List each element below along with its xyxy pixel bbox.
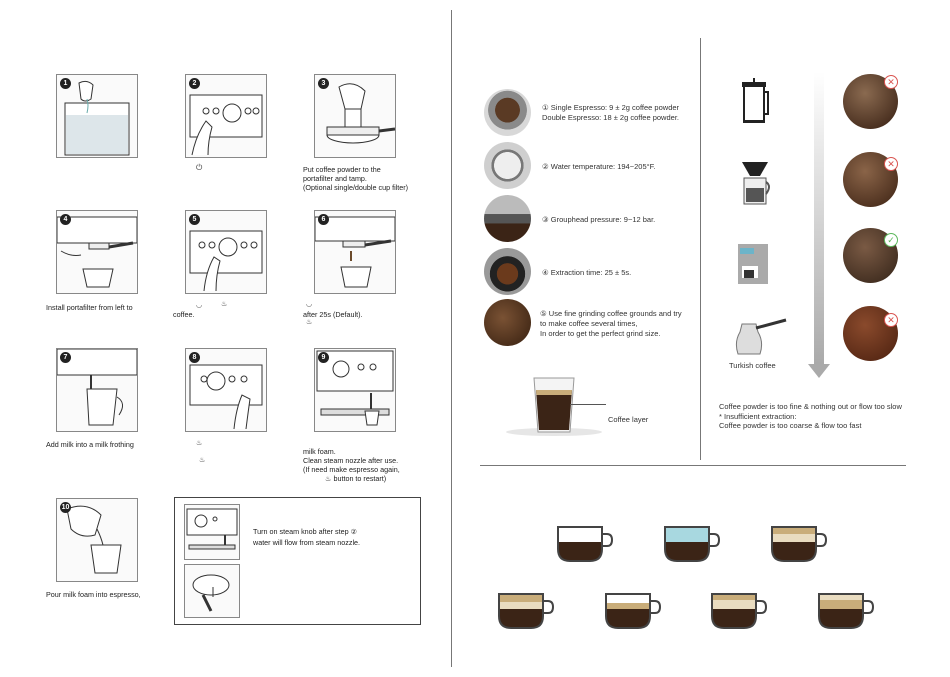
step-5-image xyxy=(185,210,267,294)
step-number: 9 xyxy=(318,352,329,363)
step-number: 1 xyxy=(60,78,71,89)
steam-info-box xyxy=(174,497,421,625)
spec-line: to make coffee several times, xyxy=(540,319,638,328)
grouphead-photo xyxy=(484,195,531,242)
step-8-image xyxy=(185,348,267,432)
steam-icon: ♨ xyxy=(325,474,334,483)
caption-line: Clean steam nozzle after use. xyxy=(303,456,399,465)
caption-line: button to restart) xyxy=(333,474,387,483)
steam-machine-image xyxy=(184,504,240,560)
cross-icon: ✕ xyxy=(884,313,898,327)
coffee-layer-pointer xyxy=(570,404,606,405)
spec-line: ⑤ Use fine grinding coffee grounds and try xyxy=(540,309,682,318)
note-line: * Insufficient extraction: xyxy=(719,411,797,421)
steam-info-line: water will flow from steam nozzle. xyxy=(253,538,361,547)
spec-line: In order to get the perfect grind size. xyxy=(540,329,661,338)
cup-mocha xyxy=(816,591,876,631)
steam-nozzle-image xyxy=(184,564,240,618)
caption-line: milk foam. xyxy=(303,447,336,456)
cup-section-divider xyxy=(480,465,906,466)
step-9-caption xyxy=(303,447,443,483)
step-number: 4 xyxy=(60,214,71,225)
page-divider xyxy=(451,10,452,667)
cup-button-icon: ◡ xyxy=(196,302,203,309)
step-6-caption: after 25s (Default). xyxy=(303,310,363,319)
step-9-image xyxy=(314,348,396,432)
power-icon: ⏻ xyxy=(196,163,203,172)
step-7-caption: Add milk into a milk frothing xyxy=(46,440,134,449)
steam-icon: ♨ xyxy=(199,457,206,464)
cup-icon: ◡ xyxy=(306,301,313,308)
steam-info-line: Turn on steam knob after step ② xyxy=(253,527,358,536)
double-cup-icon: ♨ xyxy=(306,319,313,326)
step-number: 3 xyxy=(318,78,329,89)
cup-flat-white xyxy=(709,591,769,631)
step-4-image xyxy=(56,210,138,294)
extraction-photo xyxy=(484,248,531,295)
french-press-icon xyxy=(740,78,770,126)
step-number: 6 xyxy=(318,214,329,225)
caption-line: (Optional single/double cup filter) xyxy=(303,183,409,192)
cross-icon: ✕ xyxy=(884,157,898,171)
cup-macchiato xyxy=(603,591,663,631)
step-5-caption: coffee. xyxy=(173,310,195,319)
steam-icon: ♨ xyxy=(196,440,203,447)
spec-line: ① Single Espresso: 9 ± 2g coffee powder xyxy=(542,103,680,112)
step-number: 7 xyxy=(60,352,71,363)
portafilter-photo xyxy=(484,89,531,136)
coffee-layer-label: Coffee layer xyxy=(608,415,649,424)
turkish-pot-icon xyxy=(732,318,788,356)
step-3-caption xyxy=(303,165,433,192)
step-number: 8 xyxy=(189,352,200,363)
pour-over-icon xyxy=(738,160,772,208)
turkish-coffee-label: Turkish coffee xyxy=(729,361,776,370)
step-2-image xyxy=(185,74,267,158)
espresso-glass-image xyxy=(484,372,604,438)
step-7-image xyxy=(56,348,138,432)
grind-fineness-arrow xyxy=(808,72,830,378)
thermometer-photo xyxy=(484,142,531,189)
caption-line: Put coffee powder to the xyxy=(303,165,381,174)
spec-temperature: ② Water temperature: 194~205°F. xyxy=(542,162,656,171)
double-cup-button-icon: ♨ xyxy=(221,301,228,308)
step-number: 10 xyxy=(61,504,70,511)
cross-icon: ✕ xyxy=(884,75,898,89)
step-10-image xyxy=(56,498,138,582)
note-line: Coffee powder is too coarse & flow too fast xyxy=(719,421,862,430)
step-3-image xyxy=(314,74,396,158)
caption-line: (If need make espresso again, xyxy=(303,465,400,474)
spec-dose xyxy=(542,103,679,123)
grind-notes xyxy=(719,402,902,431)
cup-cappuccino xyxy=(496,591,556,631)
caption-line: portafilter and tamp. xyxy=(303,174,367,183)
note-line: Coffee powder is too fine & nothing out or flow too slow xyxy=(719,402,902,411)
step-1-image xyxy=(56,74,138,158)
step-number: 2 xyxy=(189,78,200,89)
steam-info-text xyxy=(253,526,360,548)
grounds-photo xyxy=(484,299,531,346)
spec-line: Double Espresso: 18 ± 2g coffee powder. xyxy=(542,113,679,122)
check-icon: ✓ xyxy=(884,233,898,247)
step-10-caption: Pour milk foam into espresso, xyxy=(46,590,141,599)
step-4-caption: Install portafilter from left to xyxy=(46,303,133,312)
spec-pressure: ③ Grouphead pressure: 9~12 bar. xyxy=(542,215,656,224)
cup-americano xyxy=(662,524,722,564)
step-number: 5 xyxy=(189,214,200,225)
grind-divider xyxy=(700,38,701,460)
drip-machine-icon xyxy=(736,244,770,284)
cup-latte xyxy=(769,524,829,564)
cup-espresso xyxy=(555,524,615,564)
spec-extraction-time: ④ Extraction time: 25 ± 5s. xyxy=(542,268,632,277)
step-6-image xyxy=(314,210,396,294)
spec-grind xyxy=(540,309,682,339)
